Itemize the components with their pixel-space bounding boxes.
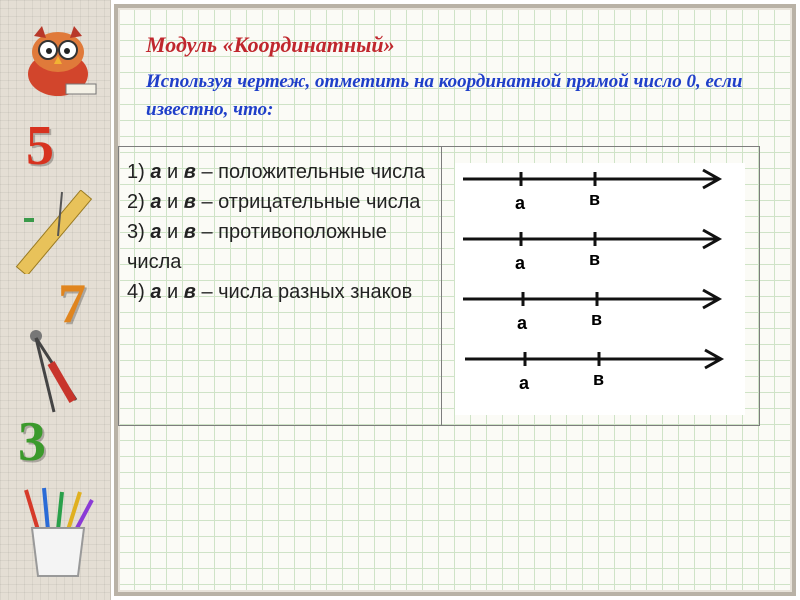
label-a: а [515, 253, 526, 273]
label-b: в [589, 249, 601, 269]
digit-seven: 7 [58, 273, 86, 335]
label-b: в [589, 189, 601, 209]
condition-text: – противоположные числа [127, 221, 387, 273]
compass-icon [14, 326, 98, 418]
conditions-list [127, 157, 432, 307]
column-divider [441, 147, 442, 425]
var-b: в [183, 191, 196, 213]
label-a: а [519, 373, 530, 393]
task-instruction: Используя чертеж, отметить на координатной прямой число 0, если известно, что: [146, 71, 743, 120]
var-a: а [150, 221, 162, 243]
number-lines-figure [455, 163, 745, 415]
digit-five: 5 [26, 115, 54, 177]
number-lines-svg [455, 163, 745, 415]
condition-number: 3) [127, 221, 145, 243]
var-b: в [183, 161, 196, 183]
conjunction: и [167, 221, 179, 243]
condition-item [127, 187, 432, 217]
number-line [465, 350, 721, 393]
label-a: а [517, 313, 528, 333]
label-b: в [591, 309, 603, 329]
number-line [463, 230, 719, 273]
condition-number: 4) [127, 281, 145, 303]
number-line [463, 290, 719, 333]
decor-strip [0, 0, 111, 600]
label-b: в [593, 369, 605, 389]
label-a: а [515, 193, 526, 213]
conjunction: и [167, 191, 179, 213]
page-title: Модуль «Координатный» [146, 32, 395, 57]
var-a: а [150, 161, 162, 183]
condition-text: – числа разных знаков [201, 281, 413, 303]
conjunction: и [167, 281, 179, 303]
conjunction: и [167, 161, 179, 183]
condition-number: 1) [127, 161, 145, 183]
digit-three: 3 [18, 411, 46, 473]
var-a: а [150, 191, 162, 213]
ruler-icon [14, 190, 98, 274]
condition-text: – положительные числа [201, 161, 425, 183]
condition-item [127, 217, 432, 277]
pencil-cup-icon [18, 486, 98, 578]
condition-text: – отрицательные числа [201, 191, 421, 213]
var-b: в [183, 281, 196, 303]
task-table [118, 146, 760, 426]
condition-item [127, 157, 432, 187]
var-b: в [183, 221, 196, 243]
condition-number: 2) [127, 191, 145, 213]
number-line [463, 170, 719, 213]
owl-mascot-icon [14, 18, 102, 98]
condition-item [127, 277, 432, 307]
var-a: а [150, 281, 162, 303]
